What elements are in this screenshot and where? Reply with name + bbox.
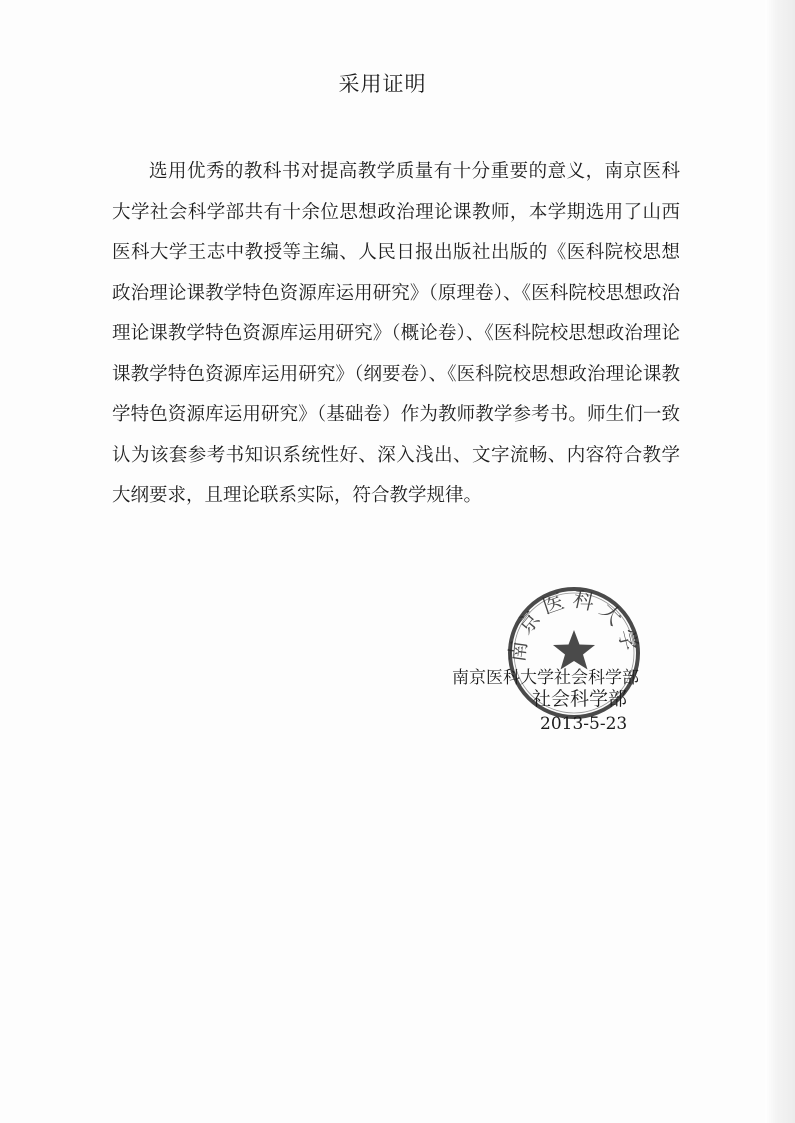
seal-arc-text: 南京医科大学 [505, 586, 643, 664]
signature-organization: 南京医科大学社会科学部 [452, 668, 639, 688]
signature-department: 社会科学部 [532, 688, 628, 710]
document-body: 选用优秀的教科书对提高教学质量有十分重要的意义，南京医科大学社会科学部共有十余位思想政治理论课教师，本学期选用了山西医科大学王志中教授等主编、人民日报出版社出版的《医科院校思想政治理论课教学特色资源库运用研究》（原理卷）、《医科院校思想政治理论课教学特色资源库运用研究》（概论卷）、《医科院校思想政治理论课教学特色资源库运用研究》（纲要卷）、《医科院校思想政治理论课教学特色资源库运用研究》（基础卷）作为教师教学参考书。师生们一致认为该套参考书知识系统性好、深入浅出、文字流畅、内容符合教学大纲要求，且理论联系实际，符合教学规律。 [112, 161, 680, 506]
scan-edge-shadow [765, 0, 795, 1123]
document-title: 采用证明 [338, 72, 427, 96]
signature-date: 2013-5-23 [540, 714, 628, 734]
star-icon [553, 630, 595, 670]
